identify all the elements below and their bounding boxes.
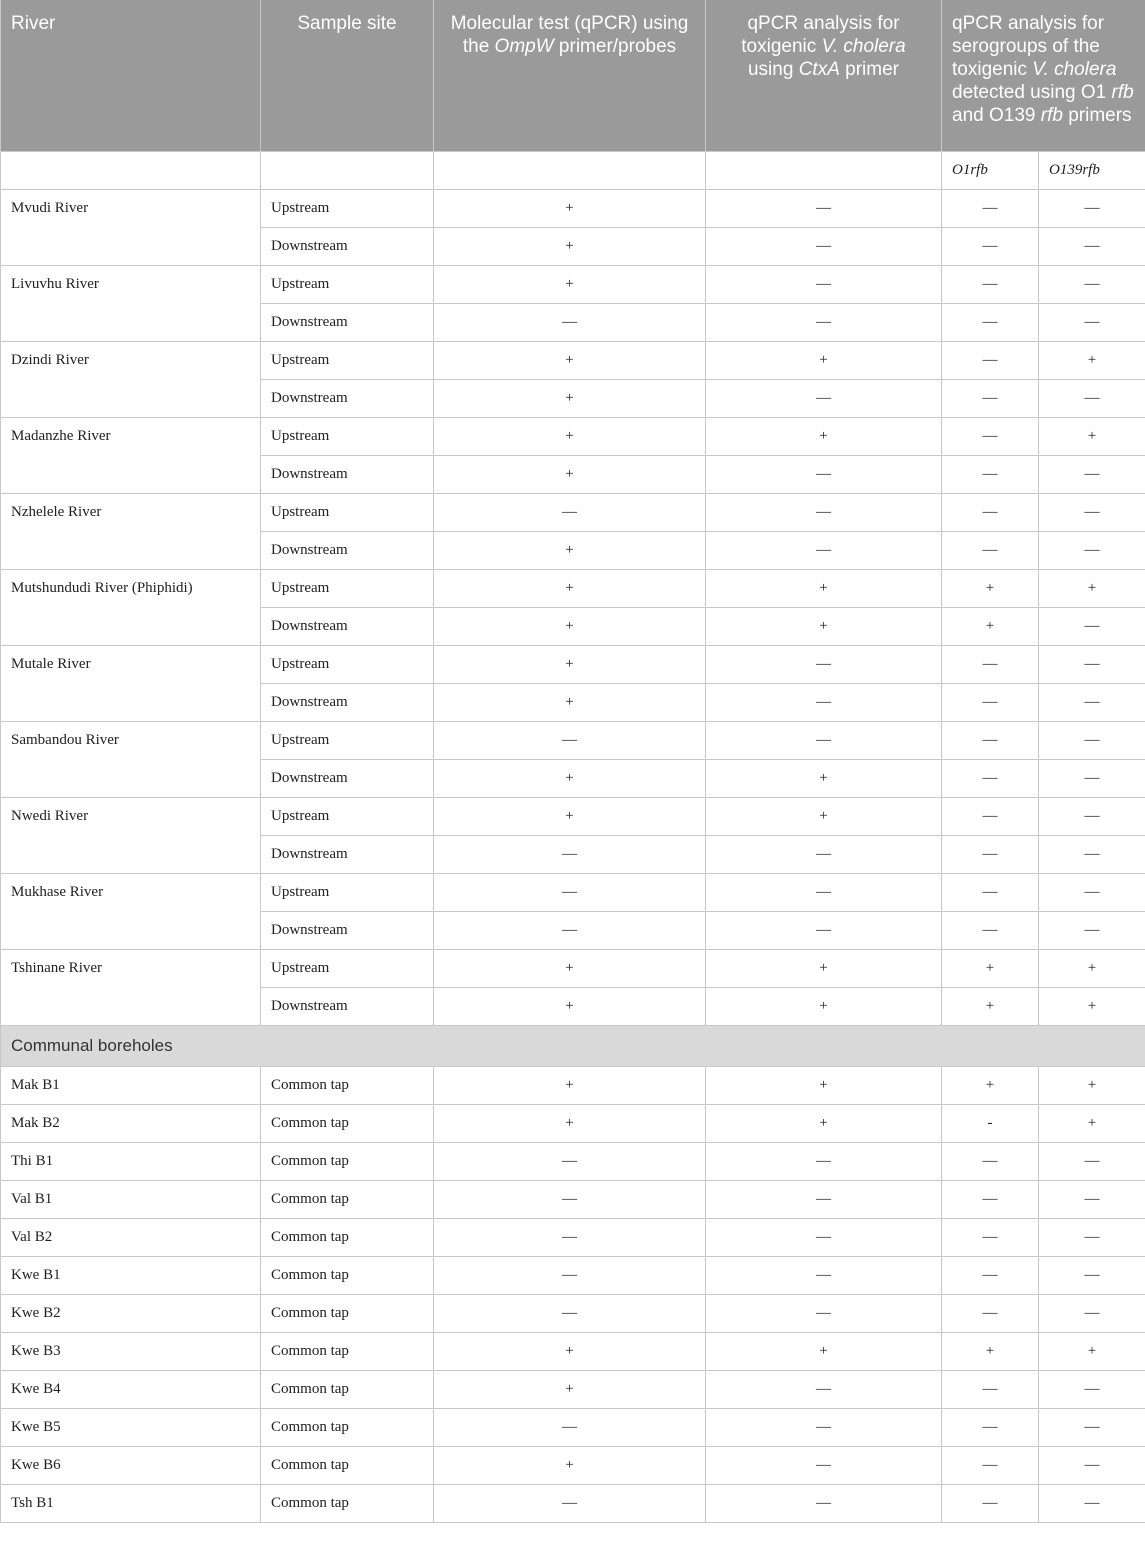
o1rfb-result: + xyxy=(942,607,1039,645)
header-sero-mid2: and O139 xyxy=(952,105,1041,126)
ompw-result: + xyxy=(434,569,706,607)
ctxa-result: + xyxy=(706,341,942,379)
ompw-result: + xyxy=(434,189,706,227)
header-sample-site: Sample site xyxy=(261,0,434,151)
ctxa-result: — xyxy=(706,1446,942,1484)
o139rfb-result: — xyxy=(1039,645,1145,683)
subheader-empty-cell xyxy=(706,151,942,189)
o1rfb-result: — xyxy=(942,1142,1039,1180)
sample-site: Downstream xyxy=(261,531,434,569)
o139rfb-result: — xyxy=(1039,1294,1145,1332)
sample-site: Downstream xyxy=(261,303,434,341)
o1rfb-result: — xyxy=(942,227,1039,265)
ompw-result: + xyxy=(434,987,706,1025)
ctxa-result: + xyxy=(706,797,942,835)
ompw-result: + xyxy=(434,949,706,987)
o139rfb-result: — xyxy=(1039,873,1145,911)
table-row xyxy=(1,1256,1145,1294)
o139rfb-result: + xyxy=(1039,417,1145,455)
o139rfb-result: + xyxy=(1039,341,1145,379)
ctxa-result: — xyxy=(706,835,942,873)
o139rfb-result: — xyxy=(1039,759,1145,797)
ompw-result: — xyxy=(434,721,706,759)
sample-site: Common tap xyxy=(261,1370,434,1408)
o1rfb-result: + xyxy=(942,949,1039,987)
header-molecular-pre: Molecular test (qPCR) using the xyxy=(450,13,689,57)
ctxa-result: — xyxy=(706,189,942,227)
table-row xyxy=(1,873,1145,911)
sample-site: Upstream xyxy=(261,417,434,455)
borehole-name: Kwe B2 xyxy=(1,1294,261,1332)
sample-site: Common tap xyxy=(261,1332,434,1370)
o1rfb-result: — xyxy=(942,1218,1039,1256)
sample-site: Common tap xyxy=(261,1408,434,1446)
sample-site: Common tap xyxy=(261,1066,434,1104)
o1rfb-result: — xyxy=(942,531,1039,569)
ompw-result: — xyxy=(434,1180,706,1218)
ctxa-result: — xyxy=(706,531,942,569)
ctxa-result: + xyxy=(706,1066,942,1104)
sample-site: Downstream xyxy=(261,227,434,265)
ctxa-result: — xyxy=(706,873,942,911)
table-row xyxy=(1,1484,1145,1522)
o139rfb-result: — xyxy=(1039,1142,1145,1180)
ompw-result: + xyxy=(434,607,706,645)
ctxa-result: — xyxy=(706,227,942,265)
header-sero-em3: rfb xyxy=(1040,105,1063,126)
table-row xyxy=(1,569,1145,607)
table-row xyxy=(1,1104,1145,1142)
table-row xyxy=(1,493,1145,531)
sample-site: Downstream xyxy=(261,379,434,417)
o139rfb-result: — xyxy=(1039,683,1145,721)
ctxa-result: + xyxy=(706,1104,942,1142)
river-name: Dzindi River xyxy=(1,341,261,417)
o1rfb-result: — xyxy=(942,1294,1039,1332)
o139rfb-result: — xyxy=(1039,1256,1145,1294)
sample-site: Upstream xyxy=(261,721,434,759)
sample-site: Upstream xyxy=(261,265,434,303)
ctxa-result: — xyxy=(706,1142,942,1180)
sample-site: Common tap xyxy=(261,1104,434,1142)
subheader-row xyxy=(1,151,1145,189)
borehole-name: Tsh B1 xyxy=(1,1484,261,1522)
ompw-result: + xyxy=(434,1332,706,1370)
borehole-name: Kwe B1 xyxy=(1,1256,261,1294)
sample-site: Common tap xyxy=(261,1142,434,1180)
o139rfb-result: + xyxy=(1039,949,1145,987)
ctxa-result: — xyxy=(706,1484,942,1522)
header-sero-em: V. cholera xyxy=(1032,59,1117,80)
o139rfb-result: — xyxy=(1039,189,1145,227)
ctxa-result: + xyxy=(706,569,942,607)
table-row xyxy=(1,721,1145,759)
table-row xyxy=(1,1332,1145,1370)
o1rfb-result: — xyxy=(942,683,1039,721)
o1rfb-result: — xyxy=(942,835,1039,873)
river-name: Livuvhu River xyxy=(1,265,261,341)
ompw-result: — xyxy=(434,911,706,949)
o1rfb-result: — xyxy=(942,1484,1039,1522)
ctxa-result: — xyxy=(706,455,942,493)
o139rfb-result: — xyxy=(1039,721,1145,759)
o1rfb-result: — xyxy=(942,265,1039,303)
o1rfb-result: — xyxy=(942,873,1039,911)
ctxa-result: — xyxy=(706,911,942,949)
header-toxigenic-em: V. cholera xyxy=(821,36,906,57)
ompw-result: — xyxy=(434,1142,706,1180)
header-sero-em2: rfb xyxy=(1111,82,1134,103)
borehole-name: Kwe B3 xyxy=(1,1332,261,1370)
ompw-result: — xyxy=(434,1294,706,1332)
sample-site: Upstream xyxy=(261,949,434,987)
borehole-name: Kwe B4 xyxy=(1,1370,261,1408)
o1rfb-result: — xyxy=(942,911,1039,949)
o139rfb-result: — xyxy=(1039,1408,1145,1446)
ctxa-result: + xyxy=(706,417,942,455)
o139rfb-result: + xyxy=(1039,987,1145,1025)
ompw-result: — xyxy=(434,1256,706,1294)
o1rfb-result: — xyxy=(942,417,1039,455)
o139rfb-result: + xyxy=(1039,1332,1145,1370)
subheader-empty-cell xyxy=(1,151,261,189)
ompw-result: — xyxy=(434,303,706,341)
ompw-result: — xyxy=(434,835,706,873)
sample-site: Upstream xyxy=(261,189,434,227)
table-row xyxy=(1,1142,1145,1180)
o139rfb-result: + xyxy=(1039,1104,1145,1142)
sample-site: Upstream xyxy=(261,341,434,379)
o1rfb-result: — xyxy=(942,1256,1039,1294)
o1rfb-result: — xyxy=(942,645,1039,683)
ctxa-result: — xyxy=(706,1408,942,1446)
river-name: Madanzhe River xyxy=(1,417,261,493)
ompw-result: + xyxy=(434,341,706,379)
borehole-name: Mak B1 xyxy=(1,1066,261,1104)
sample-site: Downstream xyxy=(261,987,434,1025)
ompw-result: + xyxy=(434,1066,706,1104)
ompw-result: + xyxy=(434,265,706,303)
ompw-result: + xyxy=(434,645,706,683)
river-name: Tshinane River xyxy=(1,949,261,1025)
table-row xyxy=(1,189,1145,227)
o1rfb-result: — xyxy=(942,189,1039,227)
ctxa-result: — xyxy=(706,379,942,417)
ctxa-result: — xyxy=(706,1370,942,1408)
o139rfb-result: — xyxy=(1039,1484,1145,1522)
section-title-boreholes: Communal boreholes xyxy=(1,1025,1145,1066)
o1rfb-result: — xyxy=(942,1180,1039,1218)
borehole-name: Mak B2 xyxy=(1,1104,261,1142)
table-row xyxy=(1,341,1145,379)
sample-site: Downstream xyxy=(261,607,434,645)
o1rfb-result: + xyxy=(942,1066,1039,1104)
o1rfb-result: — xyxy=(942,1370,1039,1408)
sample-site: Upstream xyxy=(261,797,434,835)
table-row xyxy=(1,1218,1145,1256)
header-molecular-test xyxy=(434,0,706,151)
o1rfb-result: - xyxy=(942,1104,1039,1142)
table-row xyxy=(1,1294,1145,1332)
sample-site: Upstream xyxy=(261,569,434,607)
borehole-name: Thi B1 xyxy=(1,1142,261,1180)
ompw-result: + xyxy=(434,797,706,835)
ctxa-result: + xyxy=(706,987,942,1025)
o1rfb-result: — xyxy=(942,341,1039,379)
o1rfb-result: + xyxy=(942,569,1039,607)
subheader-o139rfb: O139rfb xyxy=(1039,151,1145,189)
header-molecular-post: primer/probes xyxy=(553,36,677,57)
ctxa-result: + xyxy=(706,759,942,797)
table-row xyxy=(1,417,1145,455)
table-row xyxy=(1,1180,1145,1218)
ompw-result: + xyxy=(434,227,706,265)
header-sero-mid: detected using O1 xyxy=(952,82,1112,103)
o1rfb-result: — xyxy=(942,455,1039,493)
ompw-result: + xyxy=(434,379,706,417)
ompw-result: + xyxy=(434,1104,706,1142)
header-toxigenic-post: primer xyxy=(839,59,899,80)
table-row xyxy=(1,1446,1145,1484)
subheader-o1rfb: O1rfb xyxy=(942,151,1039,189)
ctxa-result: — xyxy=(706,1256,942,1294)
ctxa-result: — xyxy=(706,1180,942,1218)
o139rfb-result: — xyxy=(1039,455,1145,493)
ompw-result: + xyxy=(434,455,706,493)
o139rfb-result: — xyxy=(1039,1370,1145,1408)
borehole-name: Kwe B5 xyxy=(1,1408,261,1446)
o1rfb-result: + xyxy=(942,1332,1039,1370)
o139rfb-result: — xyxy=(1039,265,1145,303)
ompw-result: — xyxy=(434,1484,706,1522)
o1rfb-result: + xyxy=(942,987,1039,1025)
river-name: Mutshundudi River (Phiphidi) xyxy=(1,569,261,645)
ompw-result: — xyxy=(434,1408,706,1446)
ompw-result: — xyxy=(434,1218,706,1256)
o139rfb-result: — xyxy=(1039,227,1145,265)
o139rfb-result: — xyxy=(1039,911,1145,949)
o1rfb-result: — xyxy=(942,493,1039,531)
ctxa-result: + xyxy=(706,949,942,987)
sample-site: Downstream xyxy=(261,455,434,493)
ctxa-result: — xyxy=(706,1294,942,1332)
sample-site: Upstream xyxy=(261,645,434,683)
ctxa-result: + xyxy=(706,607,942,645)
ctxa-result: — xyxy=(706,1218,942,1256)
o139rfb-result: — xyxy=(1039,1218,1145,1256)
river-name: Nwedi River xyxy=(1,797,261,873)
o139rfb-result: — xyxy=(1039,531,1145,569)
river-name: Mukhase River xyxy=(1,873,261,949)
table-row xyxy=(1,949,1145,987)
borehole-name: Val B2 xyxy=(1,1218,261,1256)
header-serogroups xyxy=(942,0,1145,151)
table-row xyxy=(1,797,1145,835)
header-river: River xyxy=(1,0,261,151)
table-row xyxy=(1,1370,1145,1408)
sample-site: Upstream xyxy=(261,873,434,911)
o1rfb-result: — xyxy=(942,759,1039,797)
table-row xyxy=(1,645,1145,683)
o139rfb-result: — xyxy=(1039,303,1145,341)
borehole-name: Val B1 xyxy=(1,1180,261,1218)
o1rfb-result: — xyxy=(942,303,1039,341)
ctxa-result: — xyxy=(706,493,942,531)
header-toxigenic-em2: CtxA xyxy=(798,59,840,80)
o139rfb-result: — xyxy=(1039,1180,1145,1218)
ompw-result: + xyxy=(434,759,706,797)
o1rfb-result: — xyxy=(942,1446,1039,1484)
o1rfb-result: — xyxy=(942,379,1039,417)
header-sero-pre: qPCR analysis for serogroups of the toxigenic xyxy=(952,13,1105,80)
sample-site: Downstream xyxy=(261,835,434,873)
ompw-result: + xyxy=(434,531,706,569)
ctxa-result: — xyxy=(706,645,942,683)
river-name: Sambandou River xyxy=(1,721,261,797)
o139rfb-result: — xyxy=(1039,1446,1145,1484)
o139rfb-result: — xyxy=(1039,379,1145,417)
table-row xyxy=(1,1066,1145,1104)
river-name: Mvudi River xyxy=(1,189,261,265)
river-name: Nzhelele River xyxy=(1,493,261,569)
sample-site: Common tap xyxy=(261,1484,434,1522)
sample-site: Upstream xyxy=(261,493,434,531)
ompw-result: + xyxy=(434,1370,706,1408)
o1rfb-result: — xyxy=(942,721,1039,759)
subheader-empty-cell xyxy=(434,151,706,189)
o139rfb-result: — xyxy=(1039,797,1145,835)
header-toxigenic xyxy=(706,0,942,151)
ompw-result: — xyxy=(434,873,706,911)
table-row xyxy=(1,265,1145,303)
header-toxigenic-pre: qPCR analysis for toxigenic xyxy=(741,13,900,57)
ompw-result: + xyxy=(434,417,706,455)
sample-site: Downstream xyxy=(261,683,434,721)
ctxa-result: — xyxy=(706,683,942,721)
borehole-name: Kwe B6 xyxy=(1,1446,261,1484)
sample-site: Common tap xyxy=(261,1218,434,1256)
sample-site: Downstream xyxy=(261,911,434,949)
ctxa-result: — xyxy=(706,721,942,759)
o139rfb-result: + xyxy=(1039,569,1145,607)
ctxa-result: + xyxy=(706,1332,942,1370)
sample-site: Common tap xyxy=(261,1256,434,1294)
sample-site: Downstream xyxy=(261,759,434,797)
header-sero-post: primers xyxy=(1062,105,1132,126)
o1rfb-result: — xyxy=(942,1408,1039,1446)
river-name: Mutale River xyxy=(1,645,261,721)
header-row xyxy=(1,0,1145,151)
o139rfb-result: — xyxy=(1039,607,1145,645)
ctxa-result: — xyxy=(706,303,942,341)
table-row xyxy=(1,1408,1145,1446)
sample-site: Common tap xyxy=(261,1446,434,1484)
o1rfb-result: — xyxy=(942,797,1039,835)
ompw-result: + xyxy=(434,1446,706,1484)
o139rfb-result: + xyxy=(1039,1066,1145,1104)
ctxa-result: — xyxy=(706,265,942,303)
section-row xyxy=(1,1025,1145,1066)
header-toxigenic-mid: using xyxy=(747,59,799,80)
header-molecular-em: OmpW xyxy=(494,36,554,57)
ompw-result: + xyxy=(434,683,706,721)
subheader-empty-cell xyxy=(261,151,434,189)
o139rfb-result: — xyxy=(1039,835,1145,873)
ompw-result: — xyxy=(434,493,706,531)
o139rfb-result: — xyxy=(1039,493,1145,531)
sample-site: Common tap xyxy=(261,1294,434,1332)
sample-site: Common tap xyxy=(261,1180,434,1218)
